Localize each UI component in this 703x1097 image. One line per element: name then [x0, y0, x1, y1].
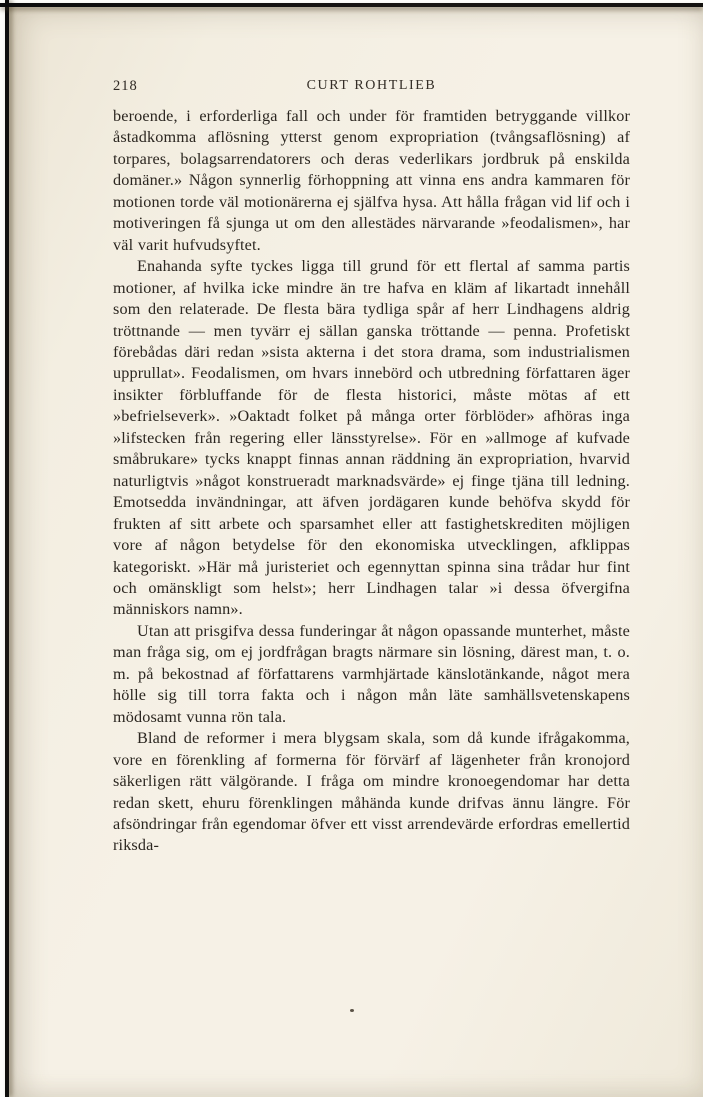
running-title: CURT ROHTLIEB	[306, 78, 437, 93]
paragraph-2: Enahanda syfte tyckes ligga till grund för ett flertal af samma partis motioner, af hvilka icke mindre än tre hafva en kläm af likartadt innehåll som den relaterade. De flesta bära tydliga spår af herr Lindhagens aldrig tröttnande — men tyvärr ej sällan ganska tröttande — penna. Profetiskt förebådas däri redan »sista akterna i det stora drama, som industrialismen upprullat». Feodalismen, om hvars innebörd och utbredning författaren äger insikter förbluffande för de flesta historici, måste mötas af ett »befrielseverk». »Oaktadt folket på många orter förblöder» afhöras inga »lifstecken från regering eller länsstyrelse». För en »allmoge af kufvade småbrukare» tycks knappt finnas annan räddning än expropriation, hvarvid naturligtvis »något konstrueradt marknadsvärde» ej finge tjäna till ledning. Emotsedda invändningar, att äfven jordägaren kunde behöfva skydd för frukten af sitt arbete och sparsamhet eller att fastighetskrediten möjligen vore af någon betydelse för den ekonomiska utvecklingen, afklippas kategoriskt. »Här må juristeriet och egennyttan spinna sina trådar hur fint och omänskligt som helst»; herr Lindhagen talar »i dessa öfvergifna människors namn».	[113, 257, 630, 619]
paragraph-4: Bland de reformer i mera blygsam skala, som då kunde ifrågakomma, vore en förenkling af formerna för förvärf af lägenheter från kronojord säkerligen rätt välgörande. I fråga om mindre kronoegendomar har detta redan skett, ehuru förenklingen måhända kunde drifvas ännu längre. För afsöndringar från egendomar öfver ett visst arrendevärde erfordras emellertid riksda-	[113, 729, 630, 855]
page-header	[113, 78, 630, 98]
paragraph-3: Utan att prisgifva dessa funderingar åt någon opassande munterhet, måste man fråga sig, om ej jordfrågan bragts närmare sin lösning, därest man, t. o. m. på bekostnad af författarens varmhjärtade känslotänkande, något mera hölle sig till torra fakta och i någon mån läte samhällsvetenskapens mödosamt vunna rön tala.	[113, 621, 630, 726]
paragraph-1: beroende, i erforderliga fall och under för framtiden betryggande villkor åstadkomma aflösning ytterst genom expropriation (tvångsaflösning) af torpares, bolagsarrendatorers och deras vederlikars jordbruk på enskilda domäner.» Någon synnerlig förhoppning att vinna ens andra kammaren för motionen torde väl motionärerna ej själfva hysa. Att hålla frågan vid lif och i motiveringen få sjunga ut om den allestädes närvarande »feodalismen», har väl varit hufvudsyftet.	[113, 107, 630, 254]
page-number: 218	[113, 78, 138, 94]
body-text-block	[113, 106, 630, 857]
scan-edge-top	[0, 3, 703, 7]
scan-edge-left	[5, 0, 9, 1097]
ink-speck	[350, 1009, 354, 1012]
